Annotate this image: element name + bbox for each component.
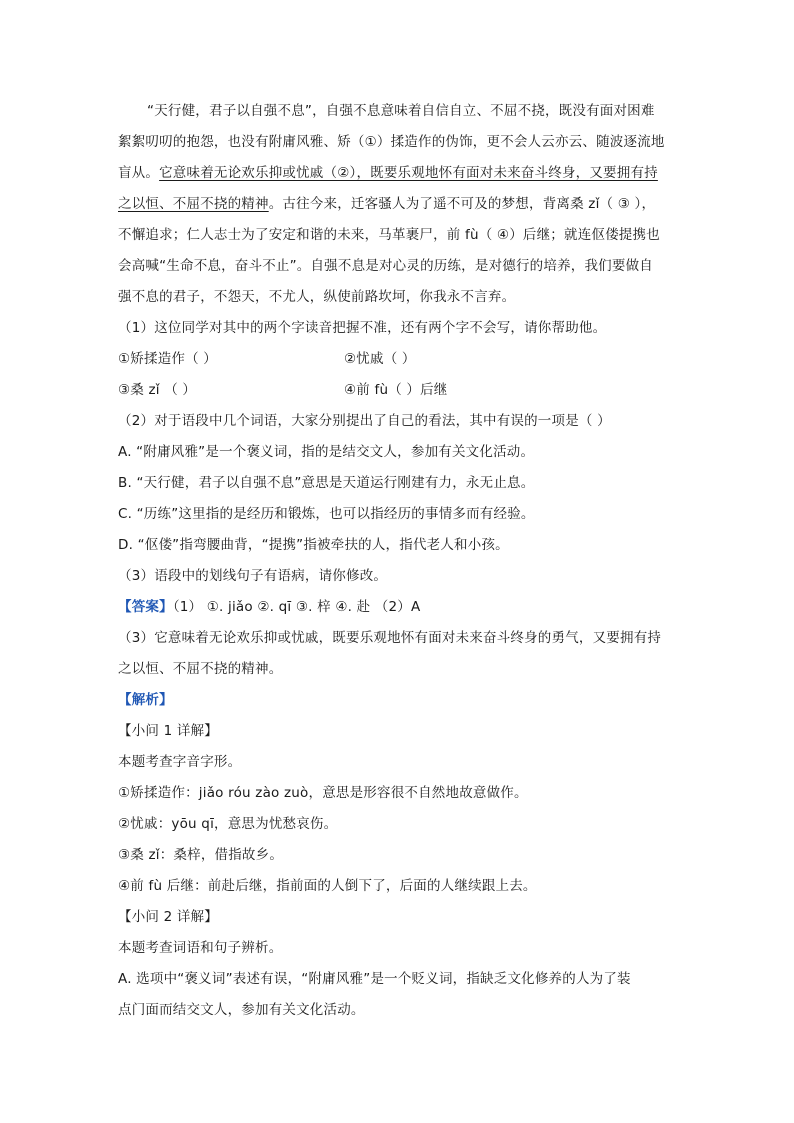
analysis-line: ①矫揉造作：jiǎo róu zào zuò，意思是形容很不自然地故意做作。	[118, 785, 528, 801]
analysis-line: ③桑 zǐ：桑梓，借指故乡。	[118, 847, 284, 863]
subquestion-1-heading: 【小问 1 详解】	[118, 723, 218, 739]
question-1-stem: （1）这位同学对其中的两个字读音把握不准，还有两个字不会写，请你帮助他。	[118, 320, 607, 336]
option-a: A. “附庸风雅”是一个褒义词，指的是结交文人，参加有关文化活动。	[118, 444, 535, 460]
question-3-stem: （3）语段中的划线句子有语病，请你修改。	[118, 568, 388, 584]
analysis-line: ④前 fù 后继：前赴后继，指前面的人倒下了，后面的人继续跟上去。	[118, 878, 537, 894]
option-b: B. “天行健，君子以自强不息”意思是天道运行刚建有力，永无止息。	[118, 475, 535, 491]
analysis-label: 【解析】	[118, 692, 173, 708]
analysis-line: A. 选项中“褒义词”表述有误，“附庸风雅”是一个贬义词，指缺乏文化修养的人为了装	[118, 971, 631, 987]
question-1-row	[118, 375, 676, 406]
underlined-sentence: 它意味着无论欢乐抑或忧戚（②），既要乐观地怀有面对未来奋斗终身，又要拥有持	[159, 165, 658, 181]
analysis-line: 本题考查词语和句子辨析。	[118, 940, 283, 956]
q1-item-1: ①矫揉造作（ ）	[118, 351, 217, 367]
q1-item-2: ②忧戚（ ）	[344, 351, 416, 367]
passage-line	[118, 158, 676, 189]
passage-text: 。古往今来，迁客骚人为了遥不可及的梦想，背离桑 zǐ（ ③ ），	[268, 196, 656, 212]
question-2-stem: （2）对于语段中几个词语，大家分别提出了自己的看法，其中有误的一项是（ ）	[118, 413, 611, 429]
answer-text: （1） ①. jiǎo ②. qī ③. 梓 ④. 赴 （2）A	[172, 599, 421, 615]
q1-item-4: ④前 fù（ ）后继	[344, 382, 448, 398]
analysis-line: 点门面而结交文人，参加有关文化活动。	[118, 1002, 365, 1018]
answer-line	[118, 592, 676, 623]
passage-line: 不懈追求；仁人志士为了安定和谐的未来，马革裹尸，前 fù（ ④）后继；就连伛偻提携也	[118, 227, 660, 243]
answer-line: 之以恒、不屈不挠的精神。	[118, 661, 283, 677]
analysis-line: 本题考查字音字形。	[118, 754, 242, 770]
analysis-line: ②忧戚：yōu qī，意思为忧愁哀伤。	[118, 816, 338, 832]
passage-line: 絮絮叨叨的抱怨，也没有附庸风雅、矫（①）揉造作的伪饰，更不会人云亦云、随波逐流地	[118, 134, 665, 150]
answer-label: 【答案】	[118, 599, 173, 615]
subquestion-2-heading: 【小问 2 详解】	[118, 909, 218, 925]
passage-line: 强不息的君子，不怨天，不尤人，纵使前路坎坷，你我永不言弃。	[118, 289, 516, 305]
option-d: D. “伛偻”指弯腰曲背，“提携”指被牵扶的人，指代老人和小孩。	[118, 537, 509, 553]
option-c: C. “历练”这里指的是经历和锻炼，也可以指经历的事情多而有经验。	[118, 506, 535, 522]
answer-line: （3）它意味着无论欢乐抑或忧戚，既要乐观地怀有面对未来奋斗终身的勇气，又要拥有持	[118, 630, 662, 646]
question-1-row	[118, 344, 676, 375]
underlined-sentence: 之以恒、不屈不挠的精神	[118, 196, 269, 212]
passage-text: 盲从。	[118, 165, 160, 181]
passage-line: 会高喊“生命不息，奋斗不止”。自强不息是对心灵的历练，是对德行的培养，我们要做自	[118, 258, 653, 274]
q1-item-3: ③桑 zǐ （ ）	[118, 382, 197, 398]
passage-line	[118, 189, 676, 220]
passage-line: “天行健，君子以自强不息”，自强不息意味着自信自立、不屈不挠，既没有面对困难	[147, 103, 655, 119]
document-page	[118, 96, 676, 1026]
